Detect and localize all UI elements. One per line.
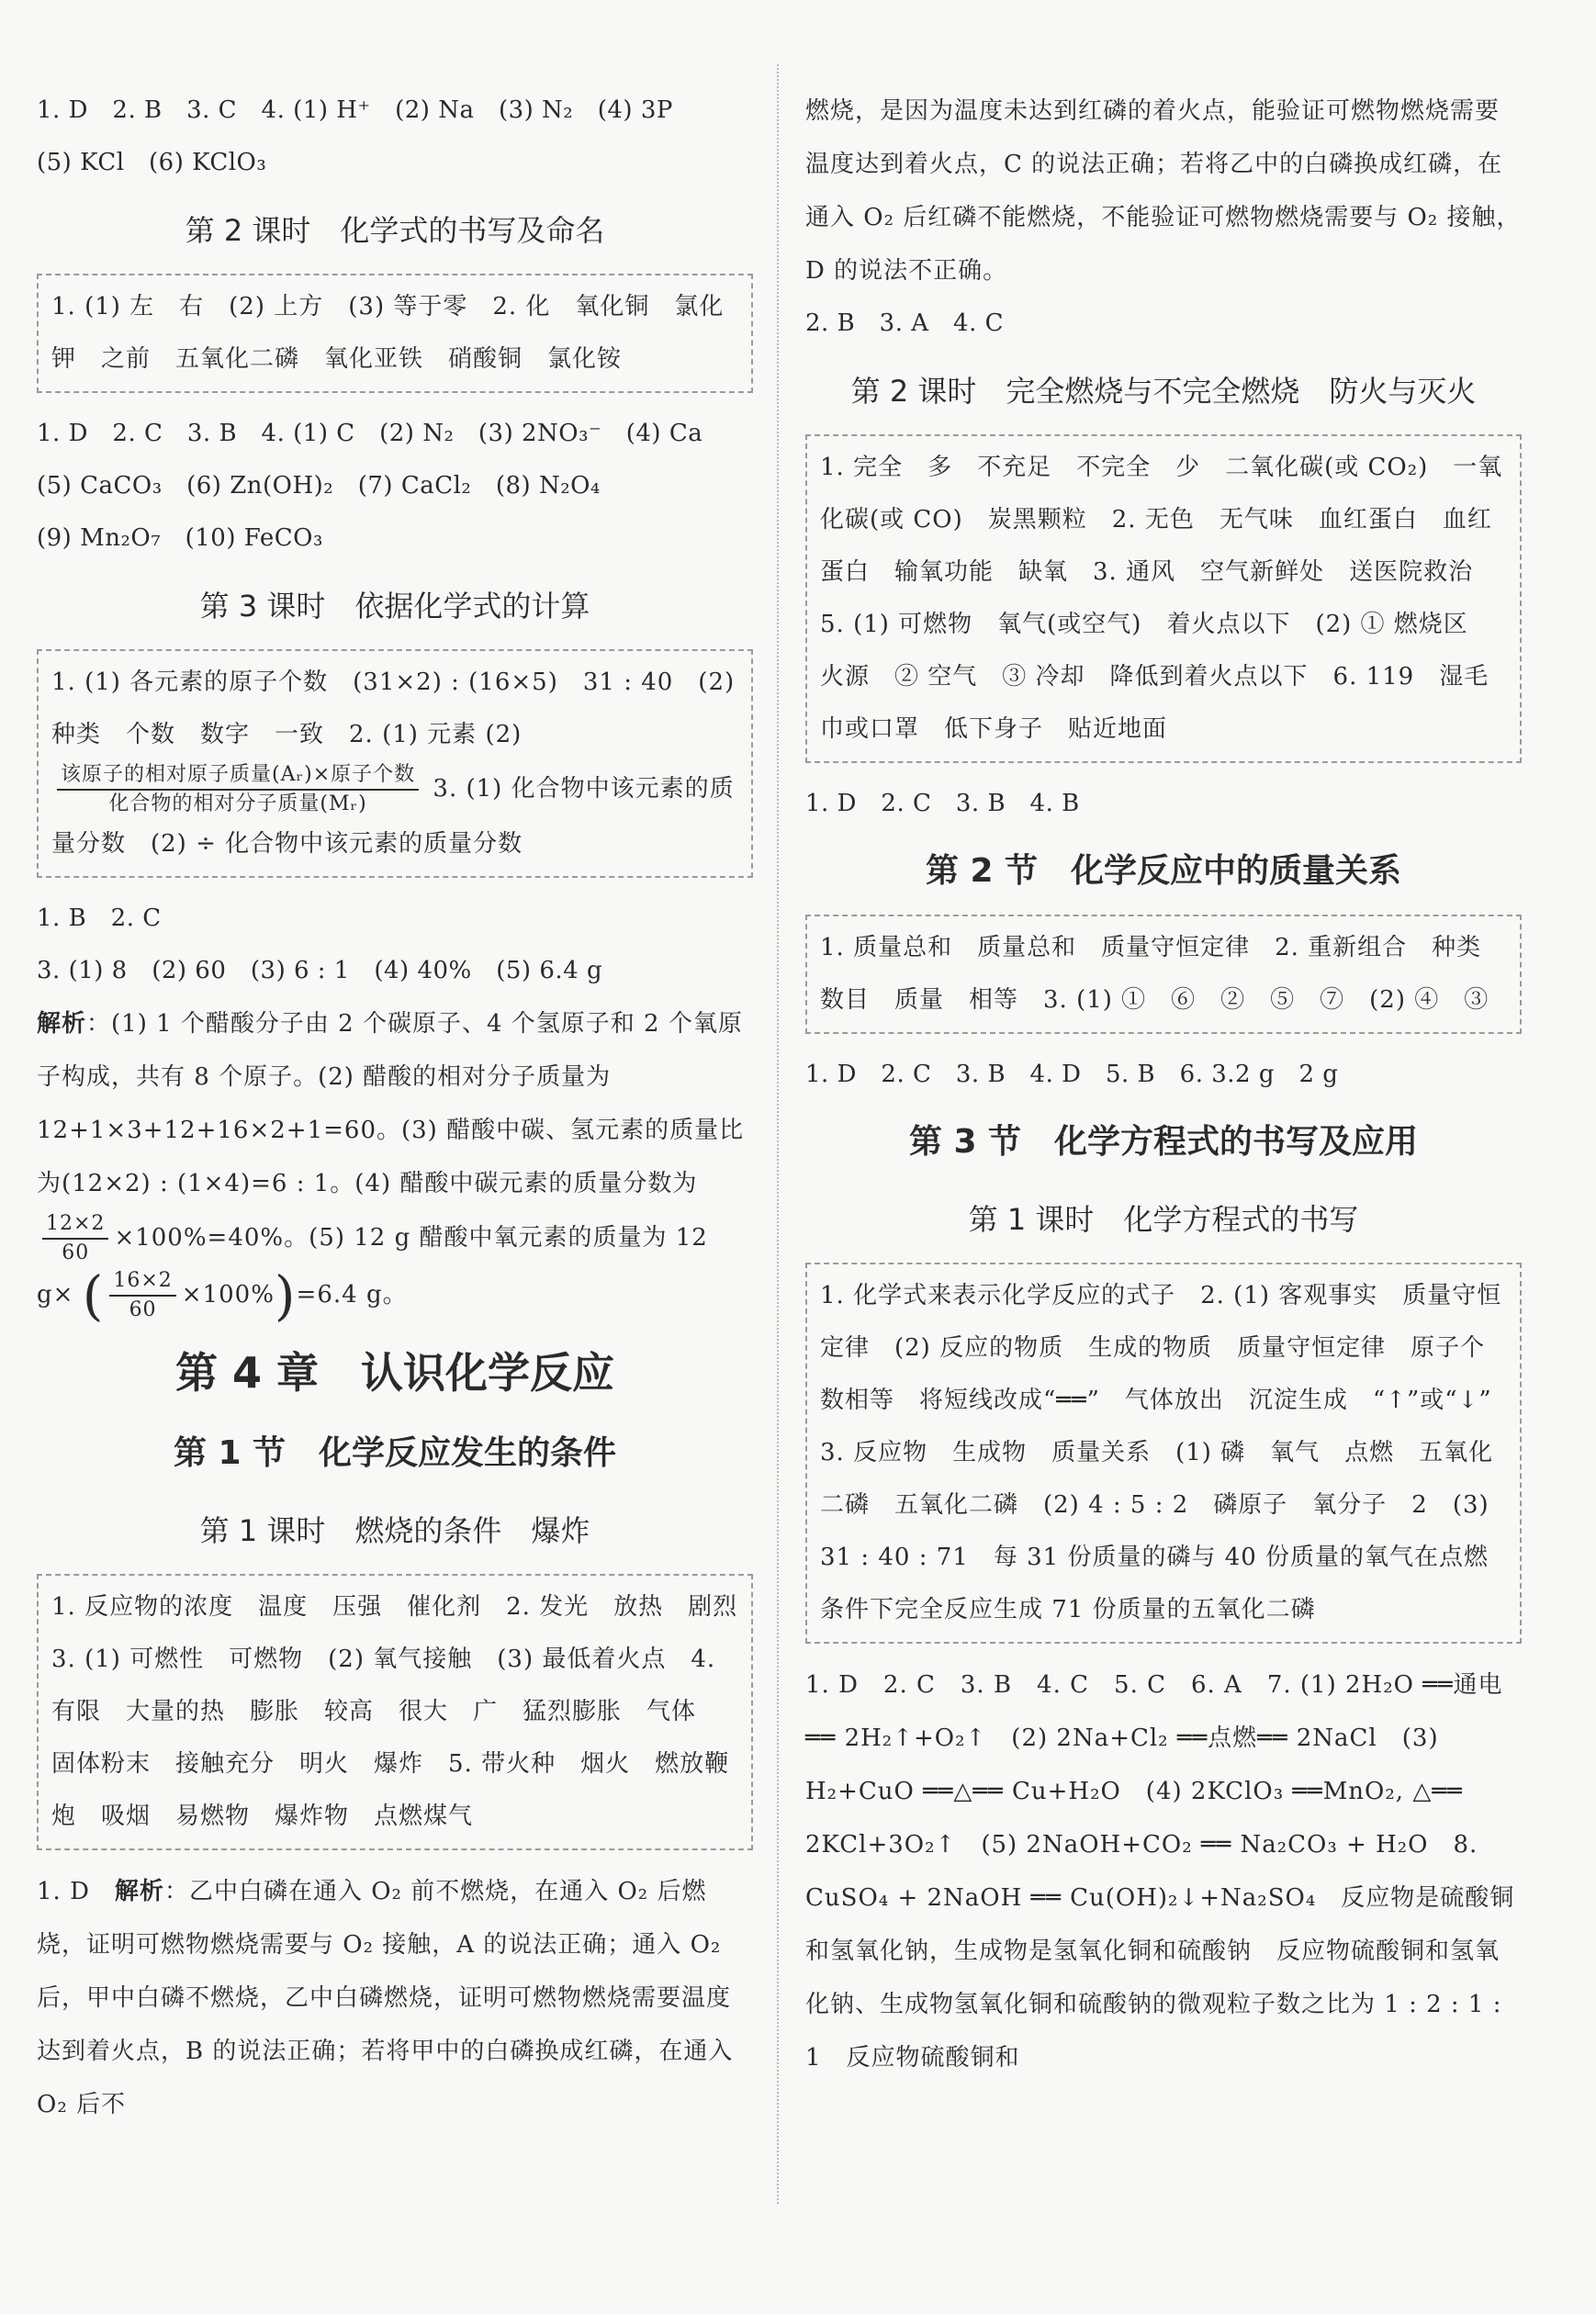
section-title: 第 2 节 化学反应中的质量关系 [925,852,1402,890]
right-column [805,84,1522,2084]
explanation-text: ：(1) 1 个醋酸分子由 2 个碳原子、4 个氢原子和 2 个氧原子构成，共有 8 个原子。(2) 醋酸的相对分子质量为 12+1×3+12+16×2+1=60。(3) 醋酸中碳、氢元素的质量比为(12×2) : (1×4)=6 : 1。(4) 醋酸中碳元素的质量分数为 [37,1010,745,1197]
explanation-label: 解析 [114,1878,164,1905]
lesson-title: 第 1 课时 化学方程式的书写 [968,1202,1359,1237]
answer-line: 2. B 3. A 4. C [805,309,1004,337]
lesson-title: 第 2 课时 完全燃烧与不完全燃烧 防火与灭火 [850,374,1477,409]
answer-line: (9) Mn₂O₇ (10) FeCO₃ [37,524,323,552]
answer-line: 1. D 2. C 3. B 4. D 5. B 6. 3.2 g 2 g [805,1061,1339,1088]
box-text: 1. (1) 各元素的原子个数 (31×2) : (16×5) 31 : 40 (2) 种类 个数 数字 一致 2. (1) 元素 [51,668,736,748]
paren-close: ) [274,1264,297,1327]
answer-line: (5) KCl (6) KClO₃ [37,149,267,176]
explanation-text: ：乙中白磷在通入 O₂ 前不燃烧，在通入 O₂ 后燃烧，证明可燃物燃烧需要与 O₂ 接触，A 的说法正确；通入 O₂ 后，甲中白磷不燃烧，乙中白磷燃烧，证明可燃物燃烧需要温度达到着火点，B 的说法正确；若将甲中的白磷换成红磷，在通入 O₂ 后不 [37,1878,734,2118]
box-text: 3. (1) 化合物中该元素的质量分数 (2) ÷ 化合物中该元素的质量分数 [51,775,735,858]
knowledge-box [37,1574,763,1850]
fraction-denominator: 60 [129,1298,157,1321]
lesson-title: 第 2 课时 化学式的书写及命名 [185,213,605,248]
knowledge-box [805,434,1522,763]
chapter-title: 第 4 章 认识化学反应 [174,1348,615,1398]
answer-line: (5) CaCO₃ (6) Zn(OH)₂ (7) CaCl₂ (8) N₂O₄ [37,472,601,500]
explanation: 燃烧，是因为温度未达到红磷的着火点，能验证可燃物燃烧需要温度达到着火点，C 的说法正确；若将乙中的白磷换成红磷，在通入 O₂ 后红磷不能燃烧，不能验证可燃物燃烧需要与 O₂ 接触，D 的说法不正确。 [805,97,1522,285]
answer-line: 1. D 2. B 3. C 4. (1) H⁺ (2) Na (3) N₂ (4) 3P [37,96,673,124]
answer-text: 1. D [37,1878,115,1905]
answer-line: 1. B 2. C [37,904,162,932]
knowledge-box [37,274,753,393]
box-text: 1. 化学式来表示化学反应的式子 2. (1) 客观事实 质量守恒定律 (2) 反应的物质 生成的物质 质量守恒定律 原子个数相等 将短线改成“══” 气体放出 沉淀生成 “↑”或“↓” 3. 反应物 生成物 质量关系 (1) 磷 氧气 点燃 五氧化二磷 五氧化二磷 (2) 4 : 5 : 2 磷原子 氧分子 2 (3) 31 : 40 : 71 每 31 份质量的磷与 40 份质量的氧气在点燃条件下完全反应生成 71 份质量的五氧化二磷 [820,1282,1517,1623]
lesson-title: 第 1 课时 燃烧的条件 爆炸 [199,1513,590,1548]
explanation-text: =6.4 g。 [296,1281,408,1309]
section-title: 第 3 节 化学方程式的书写及应用 [908,1123,1419,1161]
left-column [37,84,763,2131]
fraction [57,761,419,818]
explanation-text: ×100% [181,1281,275,1309]
answer-line: 1. D 2. C 3. B 4. B [805,790,1080,817]
box-text: (2) [485,721,523,748]
fraction-denominator: 60 [62,1241,90,1264]
box-text: 1. 质量总和 质量总和 质量守恒定律 2. 重新组合 种类 数目 质量 相等 3. (1) ① ⑥ ② ⑤ ⑦ (2) ④ ③ [820,934,1507,1014]
explanation-label: 解析 [37,1010,87,1038]
answer-line: 3. (1) 8 (2) 60 (3) 6 : 1 (4) 40% (5) 6.4 g [37,957,603,984]
box-text: 1. 完全 多 不充足 不完全 少 二氧化碳(或 CO₂) 一氧化碳(或 CO) 炭黑颗粒 2. 无色 无气味 血红蛋白 血红蛋白 输氧功能 缺氧 3. 通风 空气新鲜处 送医院救治 5. (1) 可燃物 氧气(或空气) 着火点以下 (2) ① 燃烧区 火源 ② 空气 ③ 冷却 降低到着火点以下 6. 119 湿毛巾或口罩 低下身子 贴近地面 [820,454,1503,743]
fraction-numerator: 12×2 [42,1210,108,1240]
fraction-numerator: 该原子的相对原子质量(Aᵣ)×原子个数 [57,761,419,791]
box-text: 1. (1) 左 右 (2) 上方 (3) 等于零 2. 化 氧化铜 氯化钾 之前 五氧化二磷 氧化亚铁 硝酸铜 氯化铵 [51,293,725,373]
fraction-denominator: 化合物的相对分子质量(Mᵣ) [108,792,367,815]
knowledge-box [37,649,753,878]
paren-open: ( [82,1264,105,1327]
explanation [37,1865,753,2131]
explanation-text: ×100%=40%。(5) 12 g 醋酸中氧元素的质量为 12 g× [37,1224,708,1309]
fraction [42,1210,108,1267]
fraction [109,1267,175,1324]
knowledge-box [805,915,1522,1034]
knowledge-box [805,1263,1522,1644]
fraction-numerator: 16×2 [109,1267,175,1297]
section-title: 第 1 节 化学反应发生的条件 [173,1434,617,1472]
answer-paragraph: 1. D 2. C 3. B 4. C 5. C 6. A 7. (1) 2H₂O ══通电══ 2H₂↑+O₂↑ (2) 2Na+Cl₂ ══点燃══ 2NaCl (3) H₂+CuO ══△══ Cu+H₂O (4) 2KClO₃ ══MnO₂, △══ 2KCl+3O₂↑ (5) 2NaOH+CO₂ ══ Na₂CO₃ + H₂O 8. CuSO₄ + 2NaOH ══ Cu(OH)₂↓+Na₂SO₄ 反应物是硫酸铜和氢氧化钠，生成物是氢氧化铜和硫酸钠 反应物硫酸铜和氢氧化钠、生成物氢氧化铜和硫酸钠的微观粒子数之比为 1 : 2 : 1 : 1 反应物硫酸铜和 [805,1671,1515,2072]
explanation [37,997,753,1327]
lesson-title: 第 3 课时 依据化学式的计算 [199,589,590,623]
answer-line: 1. D 2. C 3. B 4. (1) C (2) N₂ (3) 2NO₃⁻ (4) Ca [37,420,703,447]
column-divider [777,64,779,2204]
box-text: 1. 反应物的浓度 温度 压强 催化剂 2. 发光 放热 剧烈 3. (1) 可燃性 可燃物 (2) 氧气接触 (3) 最低着火点 4. 有限 大量的热 膨胀 较高 很大 广 猛烈膨胀 气体 固体粉末 接触充分 明火 爆炸 5. 带火种 烟火 燃放鞭炮 吸烟 易燃物 爆炸物 点燃煤气 [51,1593,763,1830]
